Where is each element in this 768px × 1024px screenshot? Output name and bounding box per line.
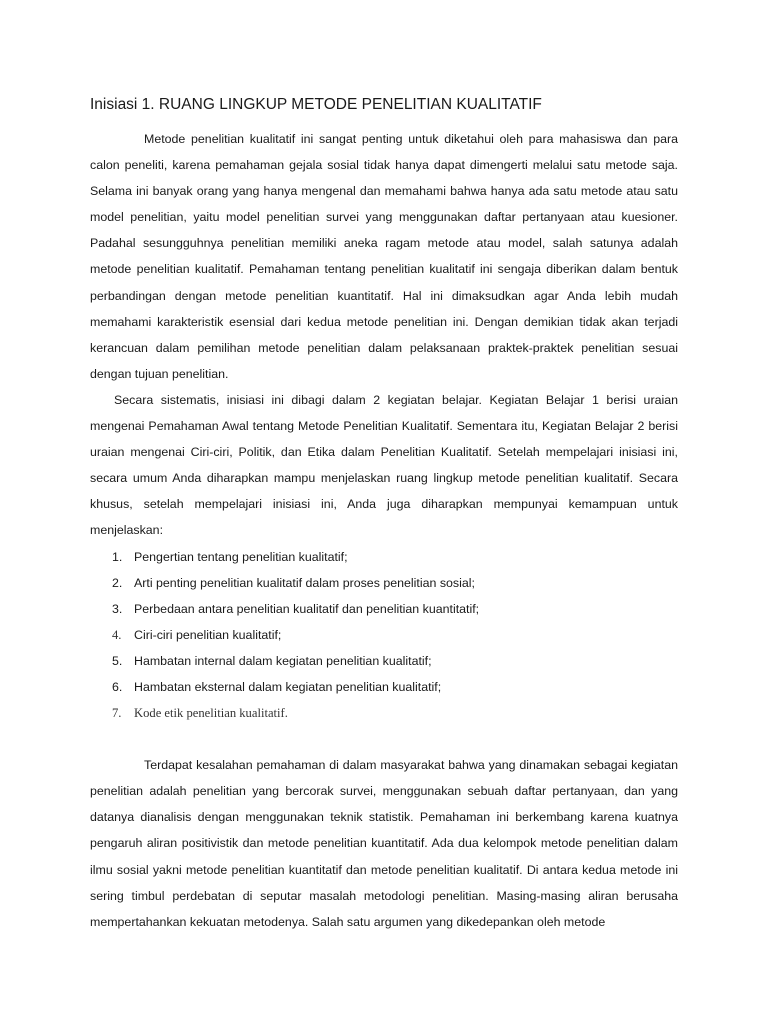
list-item xyxy=(90,544,678,570)
list-item-number: 7. xyxy=(112,706,122,721)
list-item xyxy=(90,596,678,622)
list-item-text: Hambatan eksternal dalam kegiatan penelitian kualitatif; xyxy=(134,679,442,694)
document-body xyxy=(90,94,678,935)
paragraph-spacer xyxy=(90,726,678,752)
document-title: Inisiasi 1. RUANG LINGKUP METODE PENELITIAN KUALITATIF xyxy=(90,96,542,113)
list-item-text: Hambatan internal dalam kegiatan penelitian kualitatif; xyxy=(134,653,432,668)
list-item-number: 4. xyxy=(112,627,122,642)
list-item-number: 2. xyxy=(112,575,123,590)
list-item-number: 1. xyxy=(112,549,123,564)
list-item xyxy=(90,674,678,700)
list-item-text: Arti penting penelitian kualitatif dalam proses penelitian sosial; xyxy=(134,575,475,590)
paragraph-misconception: Terdapat kesalahan pemahaman di dalam masyarakat bahwa yang dinamakan sebagai kegiatan penelitian adalah penelitian yang bercorak survei, menggunakan sebuah daftar pertanyaan, dan yang datanya dianalisis dengan menggunakan teknik statistik. Pemahaman ini berkembang karena kuatnya pengaruh aliran positivistik dan metode penelitian kuantitatif. Ada dua kelompok metode penelitian dalam ilmu sosial yakni metode penelitian kuantitatif dan metode penelitian kualitatif. Di antara kedua metode ini sering timbul perdebatan di seputar masalah metodologi penelitian. Masing-masing aliran berusaha mempertahankan kekuatan metodenya. Salah satu argumen yang dikedepankan oleh metode xyxy=(90,758,678,929)
list-item-text: Perbedaan antara penelitian kualitatif dan penelitian kuantitatif; xyxy=(134,601,480,616)
list-item xyxy=(90,648,678,674)
objectives-list xyxy=(90,544,678,727)
list-item-text: Ciri-ciri penelitian kualitatif; xyxy=(134,627,282,642)
list-item xyxy=(90,700,678,726)
list-item-text: Pengertian tentang penelitian kualitatif; xyxy=(134,549,348,564)
list-item xyxy=(90,622,678,648)
list-item xyxy=(90,570,678,596)
list-item-number: 5. xyxy=(112,653,123,668)
list-item-number: 3. xyxy=(112,601,123,616)
list-item-number: 6. xyxy=(112,679,123,694)
paragraph-systematic: Secara sistematis, inisiasi ini dibagi dalam 2 kegiatan belajar. Kegiatan Belajar 1 berisi uraian mengenai Pemahaman Awal tentang Metode Penelitian Kualitatif. Sementara itu, Kegiatan Belajar 2 berisi uraian mengenai Ciri-ciri, Politik, dan Etika dalam Penelitian Kualitatif. Setelah mempelajari inisiasi ini, secara umum Anda diharapkan mampu menjelaskan ruang lingkup metode penelitian kualitatif. Secara khusus, setelah mempelajari inisiasi ini, Anda juga diharapkan mempunyai kemampuan untuk menjelaskan: xyxy=(90,392,678,538)
paragraph-intro: Metode penelitian kualitatif ini sangat penting untuk diketahui oleh para mahasiswa dan para calon peneliti, karena pemahaman gejala sosial tidak hanya dapat dimengerti melalui satu metode saja. Selama ini banyak orang yang hanya mengenal dan memahami bahwa hanya ada satu metode atau satu model penelitian, yaitu model penelitian survei yang menggunakan daftar pertanyaan atau kuesioner. Padahal sesungguhnya penelitian memiliki aneka ragam metode atau model, salah satunya adalah metode penelitian kualitatif. Pemahaman tentang penelitian kualitatif ini sengaja diberikan dalam bentuk perbandingan dengan metode penelitian kuantitatif. Hal ini dimaksudkan agar Anda lebih mudah memahami karakteristik esensial dari kedua metode penelitian ini. Dengan demikian tidak akan terjadi kerancuan dalam pemilihan metode penelitian dalam pelaksanaan praktek-praktek penelitian sesuai dengan tujuan penelitian. xyxy=(90,132,678,381)
list-item-text: Kode etik penelitian kualitatif. xyxy=(134,706,288,721)
